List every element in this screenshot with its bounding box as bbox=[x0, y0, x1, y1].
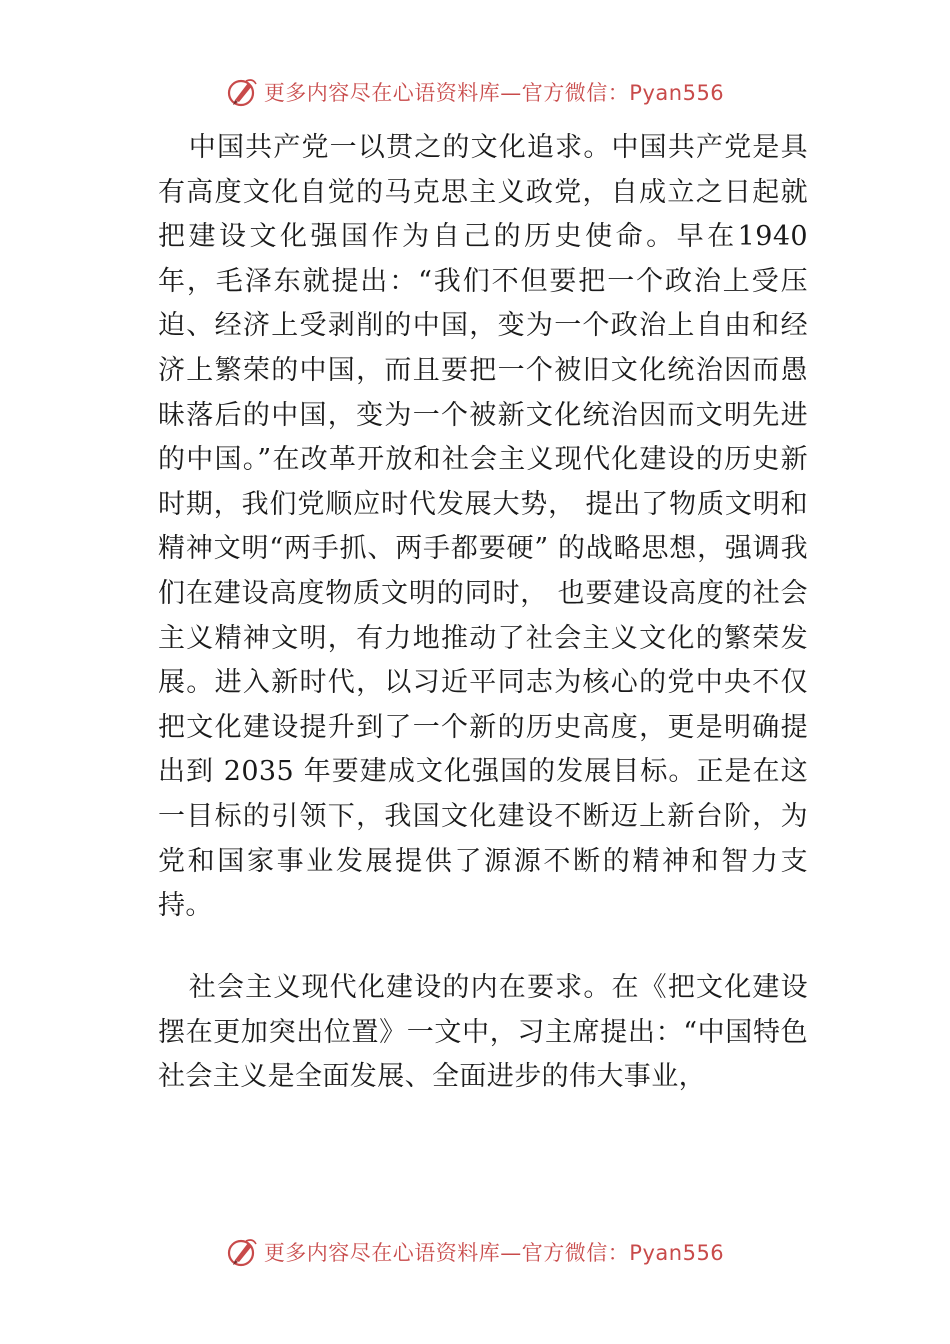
footer-banner-text: 更多内容尽在心语资料库—官方微信：Pyan556 bbox=[263, 1241, 725, 1265]
pen-circle-logo-icon bbox=[226, 75, 260, 109]
paragraph-1 bbox=[158, 126, 808, 929]
header-banner bbox=[0, 72, 950, 112]
paragraph-1-text: 中国共产党一以贯之的文化追求。中国共产党是具有高度文化自觉的马克思主义政党，自成立之日起就把建设文化强国作为自己的历史使命。早在1940 年，毛泽东就提出：“我们不但要把一个政治上受压迫、经济上受剥削的中国，变为一个政治上自由和经济上繁荣的中国，而且要把一个被旧文化统治因而愚昧落后的中国，变为一个被新文化统治因而文明先进的中国。”在改革开放和社会主义现代化建设的历史新时期，我们党顺应时代发展大势， 提出了物质文明和精神文明“两手抓、两手都要硬” 的战略思想，强调我们在建设高度物质文明的同时， 也要建设高度的社会主义精神文明，有力地推动了社会主义文化的繁荣发展。进入新时代，以习近平同志为核心的党中央不仅把文化建设提升到了一个新的历史高度，更是明确提出到 2035 年要建成文化强国的发展目标。正是在这一目标的引领下，我国文化建设不断迈上新台阶，为党和国家事业发展提供了源源不断的精神和智力支持。 bbox=[158, 132, 808, 922]
pen-circle-logo-icon bbox=[226, 1235, 260, 1269]
header-banner-text: 更多内容尽在心语资料库—官方微信：Pyan556 bbox=[263, 81, 725, 105]
footer-banner bbox=[0, 1232, 950, 1272]
paragraph-2-text: 社会主义现代化建设的内在要求。在《把文化建设摆在更加突出位置》一文中，习主席提出：“中国特色社会主义是全面发展、全面进步的伟大事业， bbox=[158, 972, 808, 1093]
paragraph-2 bbox=[158, 966, 808, 1100]
